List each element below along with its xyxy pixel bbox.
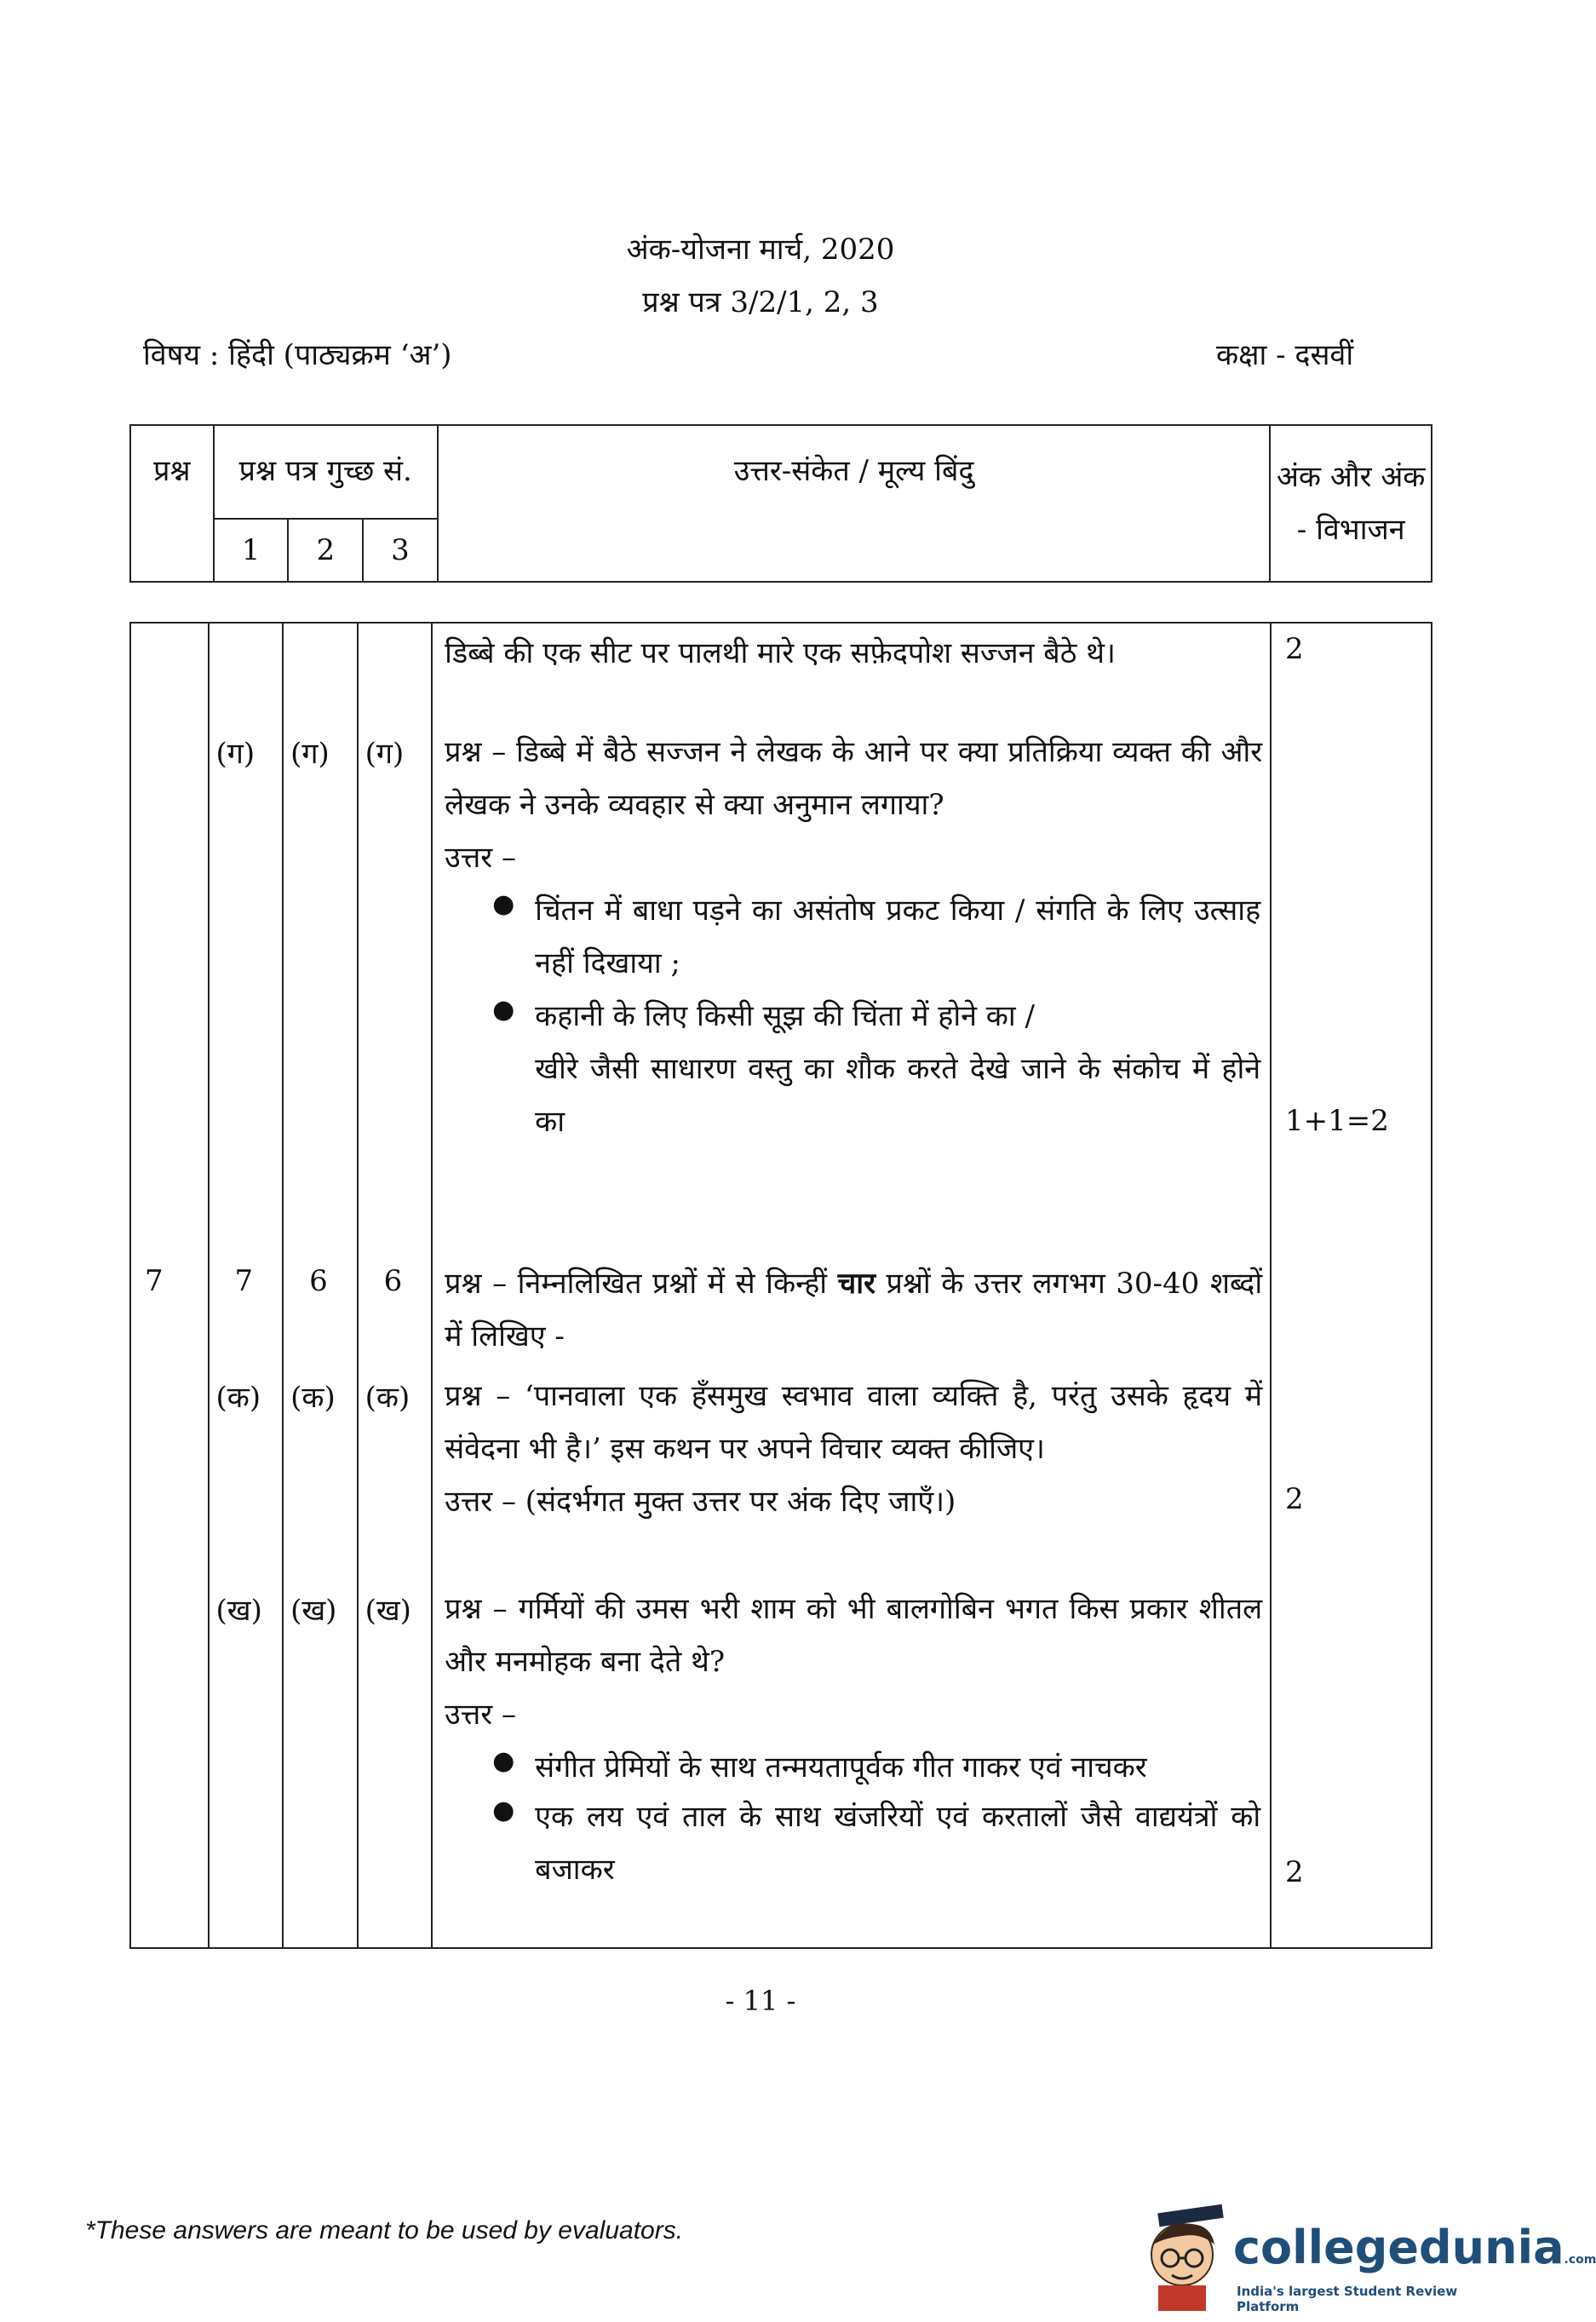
- col-set-header: प्रश्न पत्र गुच्छ सं.: [214, 425, 438, 519]
- bullet-icon: ●: [492, 1796, 515, 1825]
- marks-cell: [1271, 623, 1432, 1948]
- question-number-cell: [130, 623, 209, 1948]
- set1-cell: [209, 623, 284, 1948]
- bullet-icon: ●: [492, 995, 515, 1025]
- set3-question-number: 6: [383, 1264, 403, 1298]
- main-question-pre: प्रश्न – निम्नलिखित प्रश्नों में से किन्हीं: [445, 1267, 838, 1301]
- set3-ga-label: (ग): [365, 737, 405, 771]
- logo-suffix: .com: [1564, 2253, 1596, 2267]
- intro-marks: 2: [1284, 632, 1304, 666]
- intro-line: डिब्बे की एक सीट पर पालथी मारे एक सफ़ेदपोश सज्जन बैठे थे।: [445, 636, 1116, 670]
- set2-kha-label: (ख): [290, 1594, 337, 1628]
- main-question: [445, 1257, 1262, 1363]
- logo-name: collegedunia: [1233, 2221, 1564, 2274]
- set2-cell: [283, 623, 358, 1948]
- subject-label: विषय : हिंदी (पाठ्यक्रम ‘अ’): [143, 338, 452, 372]
- header-table: [129, 424, 1432, 583]
- ka-marks: 2: [1284, 1482, 1304, 1516]
- kha-question: प्रश्न – गर्मियों की उमस भरी शाम को भी बालगोबिन भगत किस प्रकार शीतल और मनमोहक बना देते थे?: [445, 1592, 1263, 1679]
- ka-question: प्रश्न – ‘पानवाला एक हँसमुख स्वभाव वाला व्यक्ति है, परंतु उसके हृदय में संवेदना भी है।’ इस कथन पर अपने विचार व्यक्त कीजिए।: [445, 1379, 1263, 1466]
- kha-bullet-1: संगीत प्रेमियों के साथ तन्मयतापूर्वक गीत गाकर एवं नाचकर: [535, 1750, 1147, 1785]
- answer-cell: [432, 623, 1271, 1948]
- collegedunia-logo: [1133, 2202, 1596, 2314]
- kha-bullet-2: एक लय एवं ताल के साथ खंजरियों एवं करतालों जैसे वाद्ययंत्रों को बजाकर: [535, 1800, 1261, 1887]
- ga-question: प्रश्न – डिब्बे में बैठे सज्जन ने लेखक के आने पर क्या प्रतिक्रिया व्यक्त की और लेखक ने उनके व्यवहार से क्या अनुमान लगाया?: [445, 735, 1263, 822]
- ga-marks: 1+1=2: [1284, 1104, 1389, 1138]
- main-question-post: प्रश्नों के उत्तर लगभग 30-40 शब्दों में लिखिए -: [445, 1267, 1263, 1354]
- class-label: कक्षा - दसवीं: [1216, 338, 1354, 372]
- page-title: अंक-योजना मार्च, 2020: [626, 233, 895, 267]
- answer-table: [129, 622, 1432, 1949]
- bullet-icon: ●: [492, 1746, 515, 1776]
- footnote: *These answers are meant to be used by evaluators.: [85, 2216, 684, 2244]
- page-number: - 11 -: [725, 1985, 796, 2017]
- set3-kha-label: (ख): [365, 1594, 411, 1628]
- col-question-header: प्रश्न: [130, 425, 214, 582]
- ka-answer: उत्तर – (संदर्भगत मुक्त उत्तर पर अंक दिए जाएँ।): [445, 1485, 956, 1519]
- set3-cell: [358, 623, 433, 1948]
- ga-bullet-2b: खीरे जैसी साधारण वस्तु का शौक करते देखे जाने के संकोच में होने का: [535, 1052, 1261, 1139]
- set2-question-number: 6: [309, 1264, 328, 1298]
- logo-wordmark: [1233, 2221, 1596, 2274]
- logo-tagline: India's largest Student Review Platform: [1237, 2284, 1458, 2314]
- ga-bullet-1: चिंतन में बाधा पड़ने का असंतोष प्रकट किया / संगति के लिए उत्साह नहीं दिखाया ;: [535, 894, 1261, 980]
- ga-answer-label: उत्तर –: [445, 841, 516, 875]
- set2-ga-label: (ग): [290, 737, 330, 771]
- kha-marks: 2: [1284, 1855, 1304, 1889]
- set-num-3: 3: [363, 519, 438, 582]
- set1-question-number: 7: [234, 1264, 254, 1298]
- set2-ka-label: (क): [290, 1381, 336, 1415]
- set-num-2: 2: [288, 519, 363, 582]
- bullet-icon: ●: [492, 889, 515, 919]
- set3-ka-label: (क): [365, 1381, 410, 1415]
- set1-kha-label: (ख): [215, 1594, 262, 1628]
- set1-ka-label: (क): [215, 1381, 261, 1415]
- paper-code: प्रश्न पत्र 3/2/1, 2, 3: [642, 285, 879, 319]
- kha-answer-label: उत्तर –: [445, 1698, 516, 1732]
- question-number: 7: [145, 1264, 164, 1298]
- col-marks-header: अंक और अंक - विभाजन: [1270, 425, 1432, 582]
- set-num-1: 1: [214, 519, 289, 582]
- col-answer-header: उत्तर-संकेत / मूल्य बिंदु: [438, 425, 1271, 582]
- set1-ga-label: (ग): [215, 737, 255, 771]
- ga-bullet-2a: कहानी के लिए किसी सूझ की चिंता में होने का /: [535, 999, 1035, 1033]
- main-question-bold: चार: [837, 1267, 876, 1301]
